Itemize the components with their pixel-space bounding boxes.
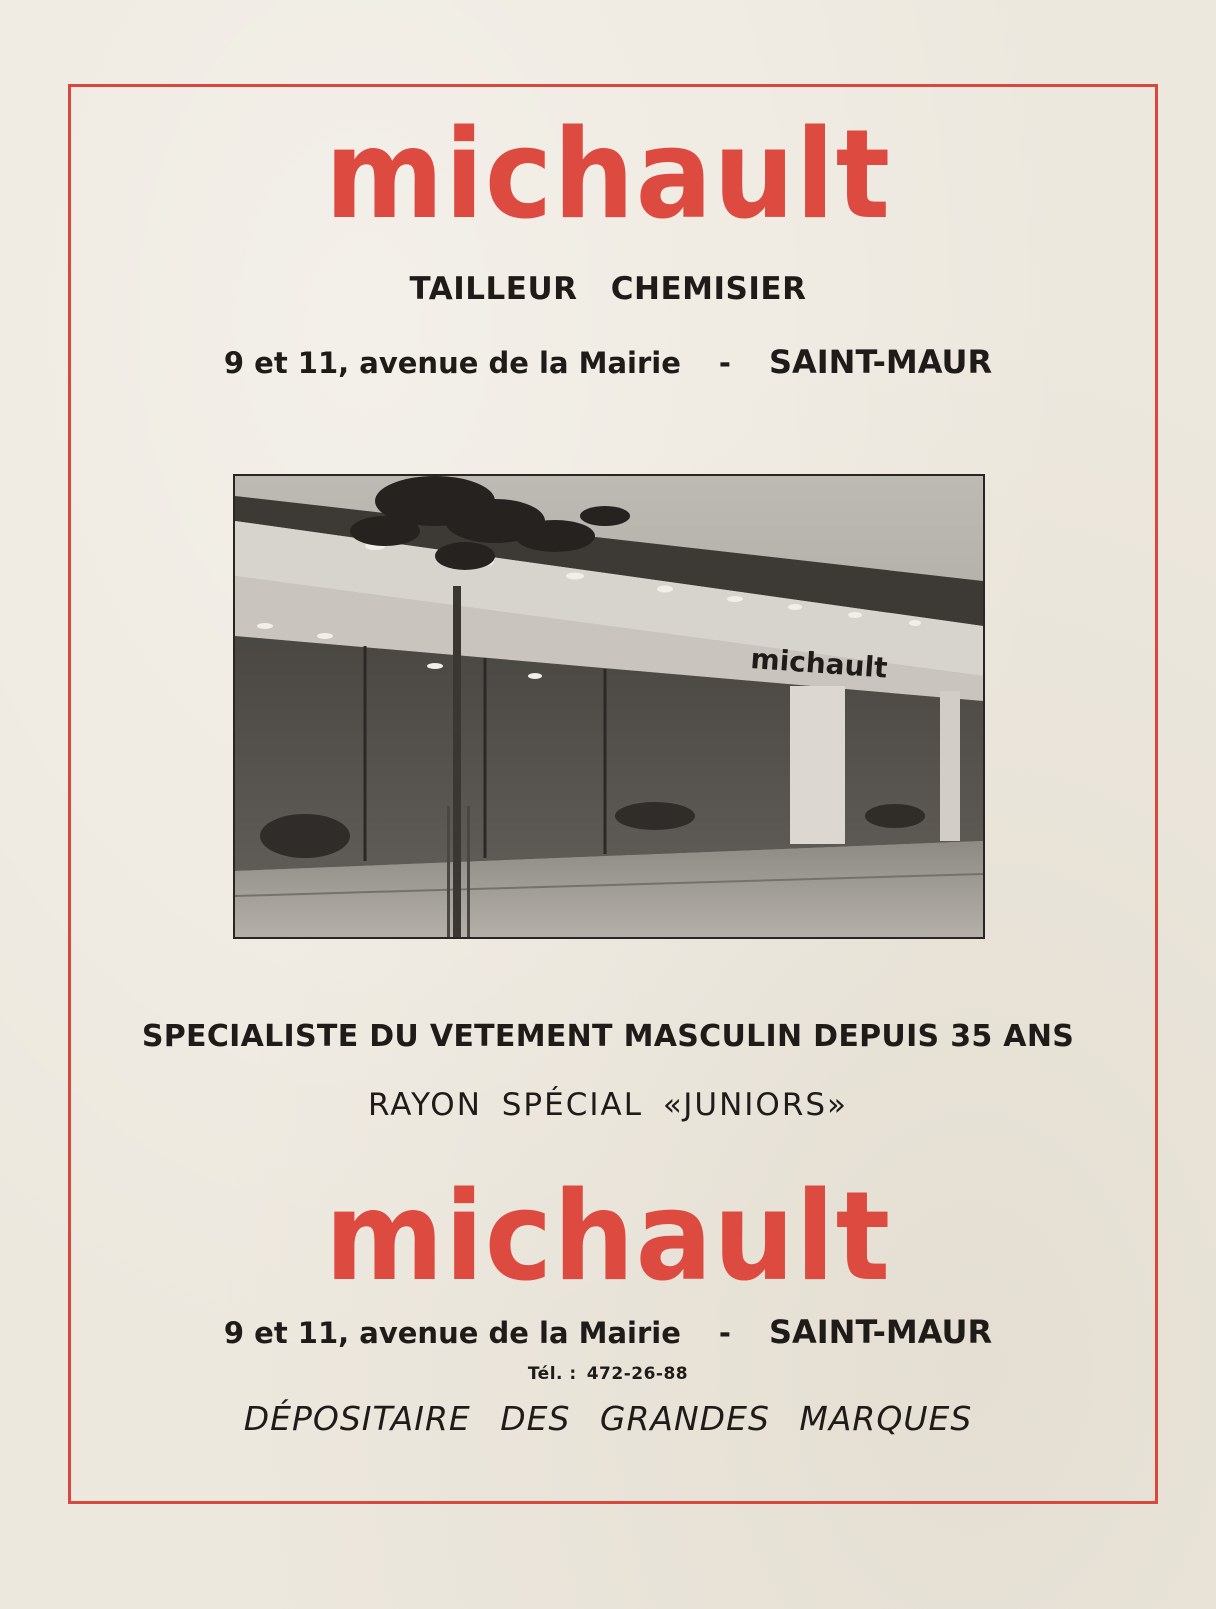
address-city: SAINT-MAUR — [768, 343, 993, 381]
telephone-line — [0, 1366, 1216, 1383]
telephone-number: 472-26-88 — [586, 1364, 689, 1384]
address-bottom — [0, 1313, 1216, 1351]
telephone-label: Tél. : — [527, 1364, 577, 1384]
address-separator: - — [718, 346, 731, 380]
address-street: 9 et 11, avenue de la Mairie — [223, 1316, 681, 1350]
storefront-photo — [233, 474, 985, 939]
address-separator: - — [718, 1316, 731, 1350]
address-top — [0, 343, 1216, 381]
juniors-line: RAYON SPÉCIAL «JUNIORS» — [367, 1087, 848, 1123]
storefront-sign: michault — [749, 642, 889, 685]
brand-logo-bottom: michault — [324, 1164, 892, 1309]
depositaire-line: DÉPOSITAIRE DES GRANDES MARQUES — [243, 1399, 973, 1438]
address-street: 9 et 11, avenue de la Mairie — [223, 346, 681, 380]
brand-logo-top: michault — [324, 102, 892, 247]
address-city: SAINT-MAUR — [768, 1313, 993, 1351]
trade-line: TAILLEUR CHEMISIER — [409, 271, 807, 307]
specialist-headline: SPECIALISTE DU VETEMENT MASCULIN DEPUIS 35 ANS — [141, 1019, 1075, 1054]
